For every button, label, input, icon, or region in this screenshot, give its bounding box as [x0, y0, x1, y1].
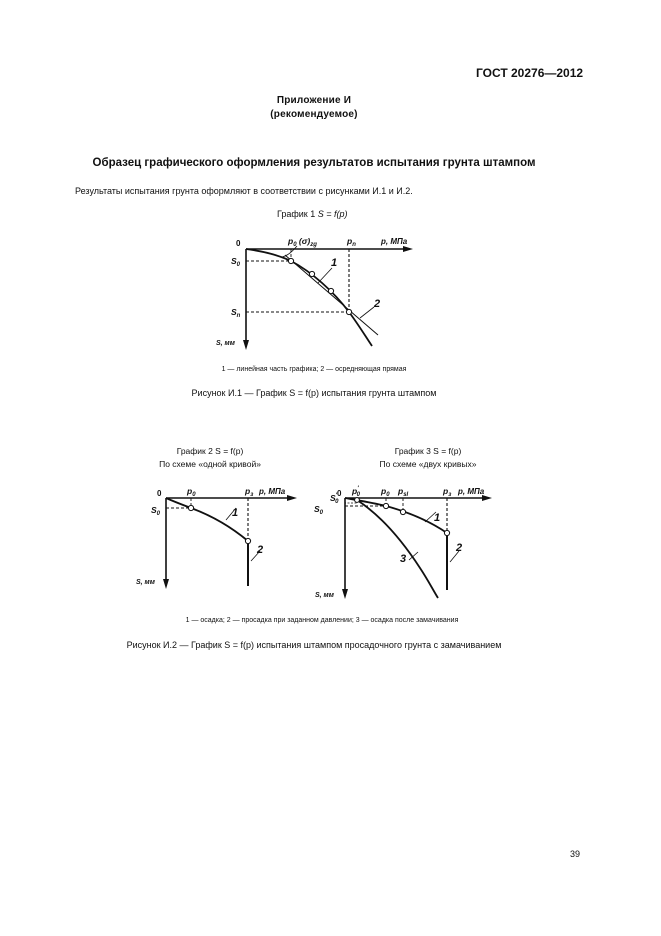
- curve2-label: 2: [257, 544, 264, 556]
- p0-label: $p_0$: [187, 486, 196, 498]
- s0-prime-label: S' 0: [330, 493, 339, 505]
- origin-label: 0: [157, 489, 162, 498]
- s-axis-label: S, мм: [216, 340, 235, 347]
- curve2-label: 2: [374, 298, 381, 310]
- data-point: [383, 503, 388, 508]
- graph3-title: График 3 S = f(p): [394, 446, 462, 456]
- document-code: ГОСТ 20276—2012: [476, 66, 584, 80]
- pn-label: $p_n$: [347, 236, 356, 248]
- curve1-label: 1: [331, 257, 338, 269]
- s0-label: $S_0$: [151, 505, 161, 517]
- p0-sigma-label: $p_0$ $(\sigma)_{zg}$: [288, 236, 317, 248]
- appendix-title: Приложение И: [276, 95, 352, 106]
- p-axis-label: p, МПа: [458, 487, 485, 496]
- s0-label: $S_0$: [231, 256, 241, 268]
- wetting-curve: [357, 500, 441, 598]
- origin-label: 0: [337, 489, 342, 498]
- p3-label: $p_з$: [443, 486, 452, 498]
- psl-label: $p_{sl}$: [398, 486, 409, 498]
- graph2-scheme: По схеме «одной кривой»: [159, 459, 261, 469]
- page-number: 39: [570, 849, 581, 859]
- origin-label: 0: [236, 239, 241, 248]
- s-axis-arrow: [342, 589, 348, 599]
- graph3-scheme: По схеме «двух кривых»: [379, 459, 477, 469]
- graph1-title: График 1 S = f(p): [277, 209, 348, 219]
- s-axis-label: S, мм: [315, 592, 334, 599]
- appendix-subtitle: (рекомендуемое): [270, 109, 358, 120]
- p0-label: $p_0$: [381, 486, 390, 498]
- figure1-caption: Рисунок И.1 — График S = f(p) испытания грунта штампом: [191, 388, 437, 398]
- data-point: [400, 509, 405, 514]
- figure2-legend: 1 — осадка; 2 — просадка при заданном давлении; 3 — осадка после замачивания: [185, 617, 459, 624]
- p3-label: $p_з$: [245, 486, 254, 498]
- s-axis-label: S, мм: [136, 579, 155, 586]
- curve2-label: 2: [456, 542, 463, 554]
- s0-label: $S_0$: [314, 504, 324, 516]
- graph2-title: График 2 S = f(p): [176, 446, 244, 456]
- data-point: [444, 530, 449, 535]
- curve1-label: 1: [434, 512, 441, 524]
- curve1-label: 1: [232, 507, 239, 519]
- p-axis-label: p, МПа: [381, 237, 408, 246]
- figure2-caption: Рисунок И.2 — График S = f(p) испытания штампом просадочного грунта с замачиванием: [126, 640, 502, 650]
- intro-text: Результаты испытания грунта оформляют в соответствии с рисунками И.1 и И.2.: [75, 186, 413, 196]
- p-axis-label: p, МПа: [259, 487, 286, 496]
- section-title: Образец графического оформления результатов испытания грунта штампом: [92, 157, 536, 169]
- data-point: [355, 498, 360, 503]
- figure1-legend: 1 — линейная часть графика; 2 — осредняющая прямая: [221, 366, 407, 373]
- p0-prime-label: p' 0: [352, 486, 360, 498]
- curve3-label: 3: [400, 553, 407, 565]
- sn-label: $S_n$: [231, 307, 241, 319]
